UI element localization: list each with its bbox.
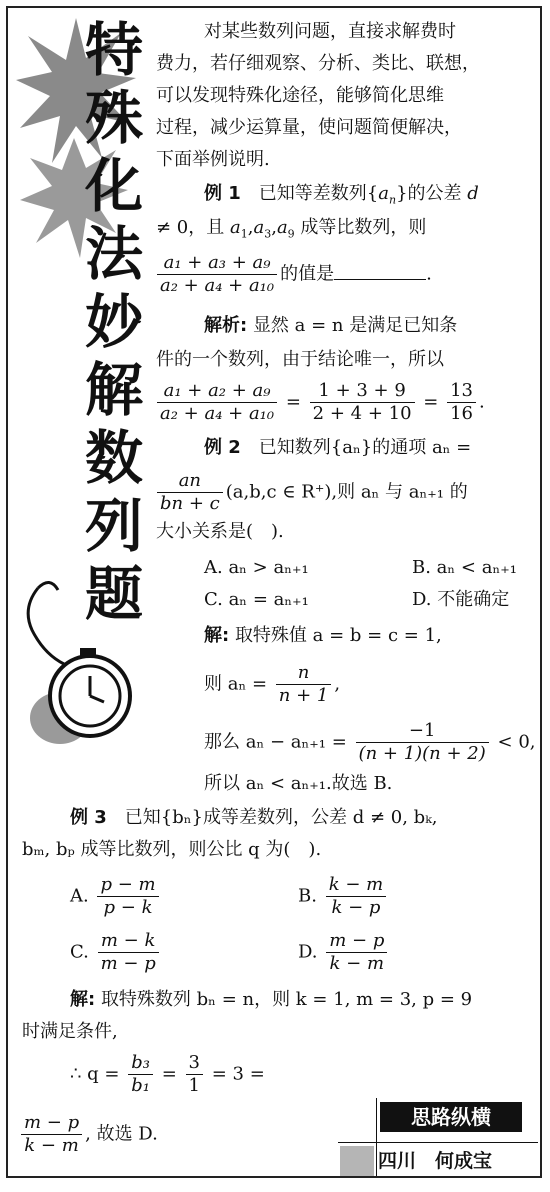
example-3-line-2: bₘ, bₚ 成等比数列，则公比 q 为( ). (22, 839, 322, 860)
solution-3-label: 解: (70, 989, 96, 1010)
solution-1-equation: $\frac{\text{a₁ + a₂ + a₉}}{\text{a₂ + a₄ + a₁₀}}$ = $\frac{1 + 3 + 9}{2 + 4 + 10}$ = $\frac{13}{16}$ . (154, 380, 485, 425)
byline-rule (338, 1142, 538, 1143)
solution-3-line-2: 时满足条件, (22, 1021, 118, 1042)
intro-line: 过程，减少运算量，使问题简便解决， (156, 117, 462, 138)
intro-line: 可以发现特殊化途径，能够简化思维 (156, 85, 444, 106)
solution-3-line-3: ∴ q = $\frac{\text{b₃}}{\text{b₁}}$ = $\frac{3}{1}$ = 3 = (70, 1052, 265, 1096)
example-2-option-b: B. aₙ < aₙ₊₁ (412, 557, 517, 578)
solution-2-line-2: 则 aₙ = $\frac{n}{n + 1}$ , (204, 662, 341, 706)
intro-line: 费力，若仔细观察、分析、类比、联想， (156, 53, 480, 74)
solution-3-line-4: $\frac{m - p}{k - m}$ , 故选 D. (18, 1112, 158, 1157)
example-1-label: 例 1 (204, 183, 241, 204)
example-3-label: 例 3 (70, 807, 107, 828)
solution-2-label: 解: (204, 625, 230, 646)
example-1-question: $\frac{\text{a₁ + a₃ + a₉}}{\text{a₂ + a₄ + a₁₀}}$ 的值是 . (154, 252, 432, 297)
byline-divider (376, 1098, 377, 1178)
example-2-option-c: C. aₙ = aₙ₊₁ (204, 589, 309, 610)
title-char: 法 (84, 220, 143, 288)
example-3-line-1: 例 3 已知{bₙ}成等差数列，公差 d ≠ 0, bₖ, (70, 807, 438, 828)
byline-grey-block (340, 1146, 374, 1176)
title-char: 殊 (84, 84, 143, 152)
solution-2-line-4: 所以 aₙ < aₙ₊₁.故选 B. (204, 773, 393, 794)
author-name: 四川 何成宝 (378, 1150, 493, 1172)
pocket-watch-icon (20, 568, 145, 758)
example-1-line-2: ≠ 0，且 $a_1,a_3,a_9$ 成等比数列，则 (156, 217, 427, 241)
column-name: 思路纵横 (380, 1102, 522, 1132)
example-2-line-3: 大小关系是( ). (156, 521, 284, 542)
title-column (16, 14, 152, 628)
example-3-option-d: D. $\frac{m - p}{k - m}$ (298, 930, 390, 975)
example-1-line-1: 例 1 已知等差数列$\{a_n\}$的公差 d (204, 183, 479, 207)
solution-1-line-1: 解析: 显然 a = n 是满足已知条 (204, 315, 458, 336)
article-page (6, 6, 542, 1178)
example-3-option-b: B. $\frac{k - m}{k - p}$ (298, 874, 389, 919)
solution-3-line-1: 解: 取特殊数列 bₙ = n，则 k = 1, m = 3, p = 9 (70, 989, 473, 1010)
title-char: 题 (84, 560, 143, 628)
intro-line: 对某些数列问题，直接求解费时 (204, 21, 456, 42)
title-char: 数 (84, 424, 143, 492)
byline-box (338, 1098, 538, 1178)
title-char: 妙 (84, 288, 143, 356)
intro-line: 下面举例说明. (156, 149, 270, 170)
title-char: 解 (84, 356, 143, 424)
example-1-fraction: $\frac{\text{a₁ + a₃ + a₉}}{\text{a₂ + a₄ + a₁₀}}$ (157, 252, 277, 297)
example-3-option-a: A. $\frac{p - m}{p - k}$ (70, 874, 162, 919)
solution-1-line-2: 件的一个数列，由于结论唯一，所以 (156, 349, 444, 370)
solution-2-line-1: 解: 取特殊值 a = b = c = 1, (204, 625, 442, 646)
solution-2-line-3: 那么 aₙ − aₙ₊₁ = $\frac{-1}{(n + 1)(n + 2)}$ < 0, (204, 720, 536, 764)
example-2-label: 例 2 (204, 437, 241, 458)
title-char: 列 (84, 492, 143, 560)
title-char: 特 (84, 16, 143, 84)
example-2-option-d: D. 不能确定 (412, 589, 510, 610)
example-3-option-c: C. $\frac{m - k}{m - p}$ (70, 930, 162, 975)
answer-blank (334, 261, 426, 280)
example-2-option-a: A. aₙ > aₙ₊₁ (204, 557, 309, 578)
title-char: 化 (84, 152, 143, 220)
example-2-line-1: 例 2 已知数列{aₙ}的通项 aₙ = (204, 437, 472, 458)
example-2-line-2: $\frac{an}{bn + c}$ (a,b,c ∈ R⁺),则 aₙ 与 aₙ₊₁ 的 (154, 470, 468, 515)
solution-1-label: 解析: (204, 315, 248, 336)
